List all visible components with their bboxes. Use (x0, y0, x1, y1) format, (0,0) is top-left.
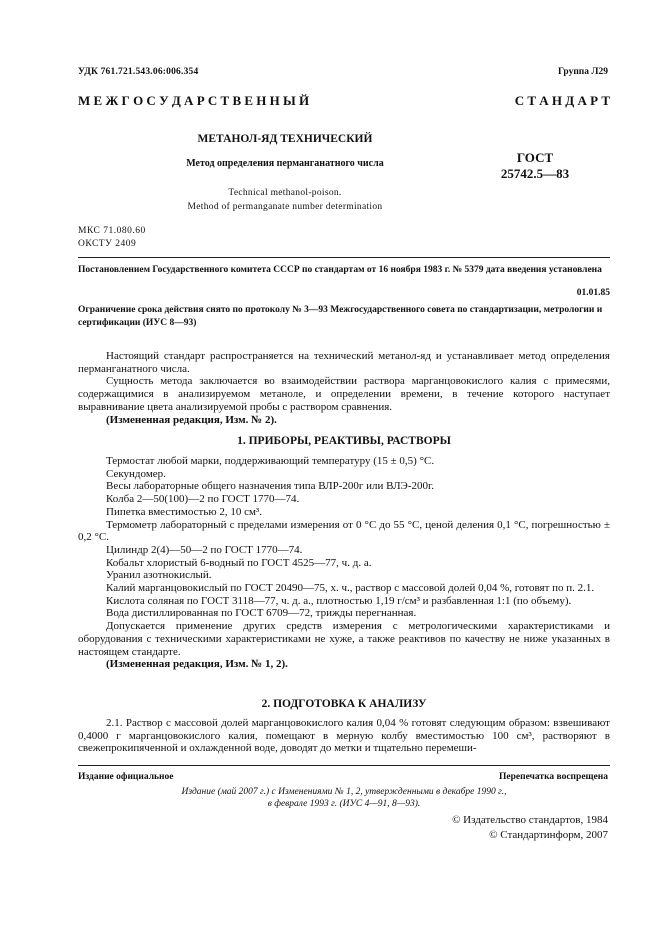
divider-line (78, 257, 610, 258)
section-2-paragraph-1: 2.1. Раствор с массовой долей марганцовокислого калия 0,04 % готовят следующим образом: взвешивают 0,4000 г марганцовокислого калия, помещают в мерную колбу вместимостью 100 см³, растворяют в свежепрокипяченной и охлажденной воде, доводят до метки и тщательно перемеши- (78, 717, 610, 755)
list-item: Кобальт хлористый 6-водный по ГОСТ 4525—77, ч. д. а. (106, 556, 372, 569)
list-item: Секундомер. (106, 467, 166, 480)
gost-label: ГОСТ (516, 150, 554, 165)
official-edition-label: Издание официальное (78, 772, 174, 782)
copyright-2: © Стандартинформ, 2007 (489, 829, 608, 841)
intro-block (78, 350, 610, 426)
document-subtitle: Метод определения перманганатного числа (186, 158, 384, 169)
list-item: Кислота соляная по ГОСТ 3118—77, ч. д. а., плотностью 1,19 г/см³ и разбавленная 1:1 (по объему). (106, 594, 572, 607)
list-item: Весы лабораторные общего назначения типа ВЛР-200г или ВЛЭ-200г. (106, 480, 435, 493)
list-item: Допускается применение других средств измерения с метрологическими характеристиками и оборудования с техническими характеристиками не хуже, а также реактивов по качеству не ниже указанных в настоящем стандарте. (78, 620, 610, 658)
banner-word-standard: С Т А Н Д А Р Т (514, 93, 610, 108)
section-2-block (78, 717, 610, 755)
list-item: Вода дистиллированная по ГОСТ 6709—72, трижды перегнанная. (106, 607, 417, 620)
mks-code: МКС 71.080.60 (78, 226, 146, 236)
intro-paragraph-1: Настоящий стандарт распространяется на технический метанол-яд и устанавливает метод определения перманганатного числа. (78, 350, 610, 375)
intro-edit-note: (Измененная редакция, Изм. № 2). (106, 413, 277, 426)
list-item: Пипетка вместимостью 2, 10 см³. (106, 505, 262, 518)
udk-code: УДК 761.721.543.06:006.354 (78, 67, 199, 77)
edition-note (78, 786, 610, 810)
section-1-heading: 1. ПРИБОРЫ, РЕАКТИВЫ, РАСТВОРЫ (237, 435, 451, 447)
english-title-line2: Method of permanganate number determination (187, 202, 383, 212)
list-item: Цилиндр 2(4)—50—2 по ГОСТ 1770—74. (106, 543, 303, 556)
okstu-code: ОКСТУ 2409 (78, 239, 137, 249)
section-1-edit-note: (Измененная редакция, Изм. № 1, 2). (106, 658, 288, 671)
reprint-prohibited-label: Перепечатка воспрещена (498, 772, 608, 782)
english-title-line1: Technical methanol-poison. (228, 188, 342, 198)
decree-text: Постановлением Государственного комитета СССР по стандартам от 16 ноября 1983 г. № 5379 дата введения установлена (78, 265, 602, 275)
list-item: Калий марганцовокислый по ГОСТ 20490—75, х. ч., раствор с массовой долей 0,04 %, готовят по п. 2.1. (106, 582, 595, 595)
copyright-1: © Издательство стандартов, 1984 (452, 814, 608, 826)
gost-designation (480, 150, 590, 182)
english-title (140, 186, 430, 214)
list-item: Уранил азотнокислый. (106, 569, 212, 582)
list-item: Колба 2—50(100)—2 по ГОСТ 1770—74. (106, 493, 300, 506)
introduction-date: 01.01.85 (576, 288, 610, 298)
edition-note-line1: Издание (май 2007 г.) с Изменениями № 1, 2, утвержденными в декабре 1990 г., (181, 787, 507, 797)
intro-paragraph-2: Сущность метода заключается во взаимодействии раствора марганцовокислого калия с примесями, содержащимися в анализируемом метаноле, и определении времени, в течение которого наступает выравнивание цвета анализируемой пробы с раствором сравнения. (78, 375, 610, 413)
list-item: Термостат любой марки, поддерживающий температуру (15 ± 0,5) °С. (106, 455, 435, 467)
list-item: Термометр лабораторный с пределами измерения от 0 °С до 55 °С, ценой деления 0,1 °С, погрешностью ± 0,2 °С. (78, 518, 610, 544)
edition-note-line2: в феврале 1993 г. (ИУС 4—91, 8—93). (267, 799, 421, 809)
footer-divider (78, 765, 610, 766)
group-code: Группа Л29 (557, 67, 608, 77)
validity-limit-text: Ограничение срока действия снято по протоколу № 3—93 Межгосударственного совета по стандартизации, метрологии и сертификации (ИУС 8—93) (78, 305, 603, 328)
banner-word-interstate: М Е Ж Г О С У Д А Р С Т В Е Н Н Ы Й (78, 93, 310, 108)
section-1-block (78, 455, 610, 671)
interstate-standard-banner (78, 93, 610, 109)
gost-number: 25742.5—83 (500, 166, 570, 181)
section-2-heading: 2. ПОДГОТОВКА К АНАЛИЗУ (261, 698, 427, 710)
classification-codes (78, 225, 146, 251)
document-title: МЕТАНОЛ-ЯД ТЕХНИЧЕСКИЙ (197, 133, 373, 145)
